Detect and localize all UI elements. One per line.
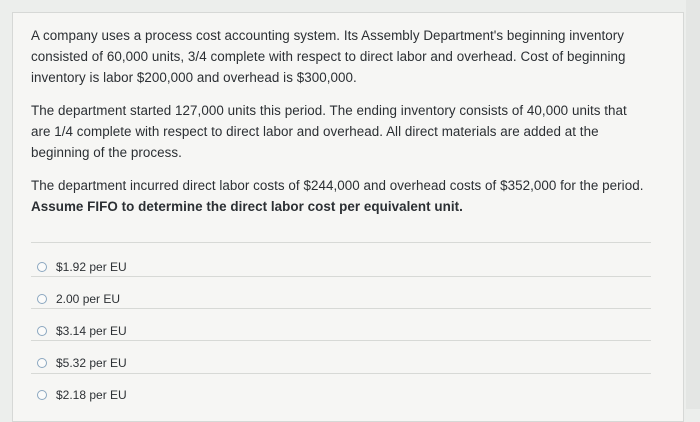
radio-button-icon[interactable] [37,262,47,272]
page-edge [686,0,700,409]
radio-button-icon[interactable] [37,358,47,368]
divider [31,242,651,243]
answer-option-5[interactable] [37,384,127,406]
answer-option-label: 2.00 per EU [56,292,121,306]
answer-option-1[interactable] [37,256,127,278]
radio-button-icon[interactable] [37,294,47,304]
question-instruction: Assume FIFO to determine the direct labor cost per equivalent unit. [31,199,463,214]
divider [31,340,651,341]
answer-option-label: $3.14 per EU [56,324,127,338]
divider [31,276,651,277]
answer-option-3[interactable] [37,320,127,342]
question-paragraph-3 [31,175,649,217]
radio-button-icon[interactable] [37,326,47,336]
answer-option-label: $2.18 per EU [56,388,127,402]
divider [31,308,651,309]
question-paragraph-3-text: The department incurred direct labor costs of $244,000 and overhead costs of $352,000 for the period. [31,178,644,193]
question-paragraph-1: A company uses a process cost accounting system. Its Assembly Department's beginning inventory consisted of 60,000 units, 3/4 complete with respect to direct labor and overhead. Cost of beginning inventory is labor $200,000 and overhead is $300,000. [31,28,626,85]
answer-option-4[interactable] [37,352,127,374]
radio-button-icon[interactable] [37,390,47,400]
question-card [12,12,684,422]
answer-option-label: $5.32 per EU [56,356,127,370]
answer-option-label: $1.92 per EU [56,260,127,274]
question-text [31,25,649,229]
divider [31,373,651,374]
answer-option-2[interactable] [37,288,120,310]
question-paragraph-2: The department started 127,000 units this period. The ending inventory consists of 40,000 units that are 1/4 complete with respect to direct labor and overhead. All direct materials are added at the beginning of the process. [31,103,627,160]
